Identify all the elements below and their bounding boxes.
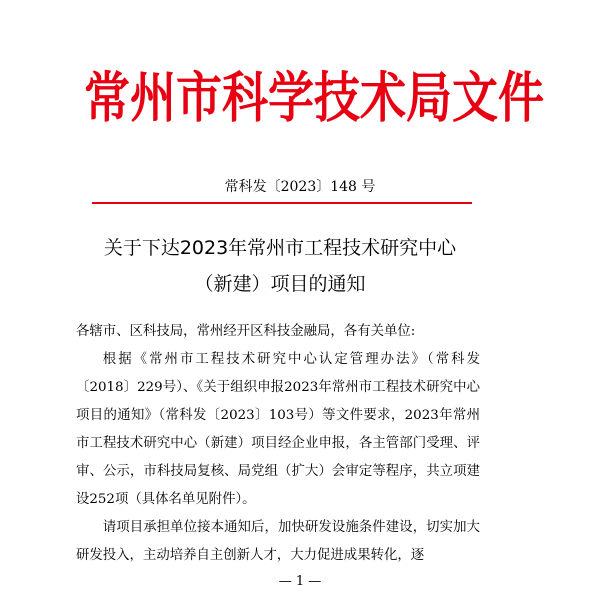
notice-title-line-2: （新建）项目的通知: [194, 273, 366, 295]
notice-title-line-1: 关于下达2023年常州市工程技术研究中心: [103, 237, 457, 259]
document-number: 常科发〔2023〕148 号: [224, 179, 376, 195]
body-paragraph-1: 根据《常州市工程技术研究中心认定管理办法》（常科发〔2018〕229号）、《关于组织申报2023年常州市工程技术研究中心项目的通知》（常科发〔2023〕103号）等文件要求，2023年常州市工程技术研究中心（新建）项目经企业申报，各主管部门受理、评审、公示，市科技局复核、局党组（扩大）会审定等程序，共立项建设252项（具体名单见附件）。: [76, 352, 480, 507]
header-divider: [92, 202, 472, 204]
notice-title: [0, 230, 560, 302]
recipients-line: 各辖市、区科技局，常州经开区科技金融局，各有关单位:: [76, 324, 416, 339]
notice-body: [76, 318, 480, 570]
body-paragraph-2: 请项目承担单位接本通知后，加快研发设施条件建设，切实加大研发投入，主动培养自主创新人才，大力促进成果转化，逐: [76, 520, 480, 563]
issuing-authority-header: 常州市科学技术局文件: [84, 65, 544, 130]
page-number: — 1 —: [278, 574, 322, 589]
